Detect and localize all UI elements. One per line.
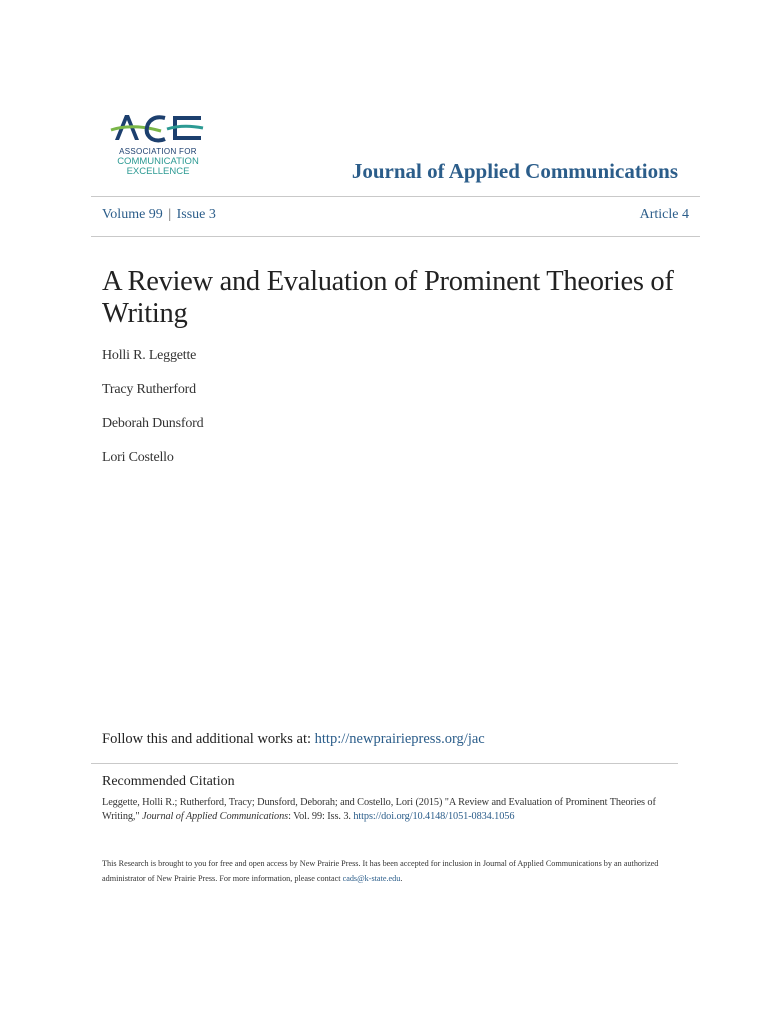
recommended-citation-heading: Recommended Citation <box>102 774 235 789</box>
volume-issue-separator: | <box>168 207 172 222</box>
logo-line-1: ASSOCIATION FOR <box>119 147 197 156</box>
logo-a-crossbar <box>111 127 161 131</box>
journal-title[interactable]: Journal of Applied Communications <box>351 159 678 183</box>
header-divider-top <box>91 196 700 197</box>
paper-title: A Review and Evaluation of Prominent Theories of Writing <box>102 266 674 329</box>
citation-journal: Journal of Applied Communications <box>141 811 289 822</box>
doi-link[interactable]: https://doi.org/10.4148/1051-0834.1056 <box>353 811 515 822</box>
contact-email-link[interactable]: cads@k-state.edu <box>342 874 401 883</box>
access-notice <box>102 856 682 886</box>
citation-authors-title: Leggette, Holli R.; Rutherford, Tracy; Dunsford, Deborah; and Costello, Lori (2015) "A Review and Evaluation of Prominent Theories of Writing," <box>102 797 656 822</box>
logo-e-swoosh <box>167 126 203 129</box>
follow-url-link[interactable]: http://newprairiepress.org/jac <box>314 731 485 747</box>
author-name[interactable]: Lori Costello <box>102 450 174 465</box>
logo-line-3: EXCELLENCE <box>126 166 190 177</box>
volume-issue <box>102 207 216 223</box>
follow-label: Follow this and additional works at: <box>102 731 315 747</box>
follow-line <box>102 731 485 748</box>
ace-logo <box>103 110 213 180</box>
notice-end: . <box>400 874 403 883</box>
volume-link[interactable]: Volume 99 <box>102 207 163 222</box>
logo-line-2: COMMUNICATION <box>117 156 199 167</box>
author-name[interactable]: Deborah Dunsford <box>102 416 204 431</box>
author-name[interactable]: Tracy Rutherford <box>102 382 196 397</box>
notice-text: This Research is brought to you for free and open access by New Prairie Press. It has been accepted for inclusion in Journal of Applied Communications by an authorized administrator of New Prairie Press. For more information, please contact <box>102 859 659 883</box>
citation-volume: : Vol. 99: Iss. 3. <box>288 811 354 822</box>
author-name[interactable]: Holli R. Leggette <box>102 348 197 363</box>
header-divider-bottom <box>91 236 700 237</box>
article-number[interactable]: Article 4 <box>639 207 689 222</box>
citation-divider <box>91 763 678 764</box>
issue-link[interactable]: Issue 3 <box>176 207 216 222</box>
citation-text <box>102 796 682 824</box>
